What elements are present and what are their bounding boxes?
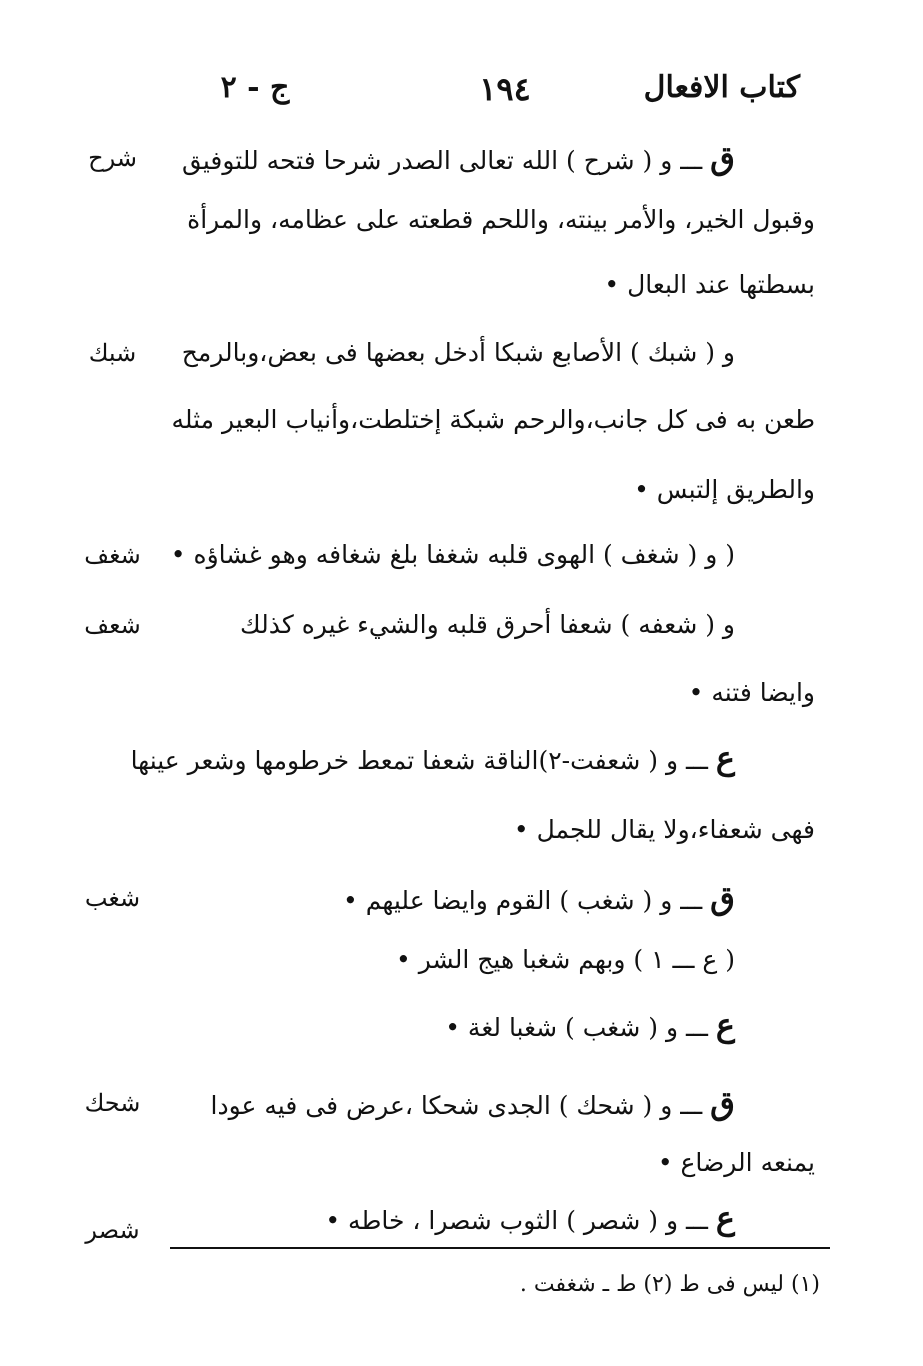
source-mark: ق	[710, 879, 735, 917]
text-line	[175, 878, 735, 918]
source-mark: ع	[715, 739, 735, 777]
line-text: ـــ و ( شحك ) الجدى شحكا ،عرض فى فيه عودا	[210, 1091, 711, 1120]
line-text: ـــ و ( شعفت-٢)الناقة شعفا تمعط خرطومها وشعر عينها	[130, 746, 716, 775]
line-text: ـــ و ( شرح ) الله تعالى الصدر شرحا فتحه للتوفيق	[182, 146, 711, 175]
text-line: والطريق إلتبس •	[634, 475, 815, 504]
text-line	[175, 1005, 735, 1045]
source-mark: ق	[710, 139, 735, 177]
footnote-divider	[170, 1247, 830, 1249]
line-text: ـــ و ( شغب ) شغبا لغة •	[445, 1013, 716, 1042]
margin-headword: شغف	[84, 541, 141, 569]
text-line	[130, 738, 735, 778]
source-mark: ق	[710, 1084, 735, 1122]
margin-headword: شحك	[84, 1089, 141, 1117]
text-line: بسطتها عند البعال •	[604, 270, 815, 299]
text-line: ( و ( شغف ) الهوى قلبه شغفا بلغ شغافه وهو غشاؤه •	[170, 540, 735, 569]
text-line: فهى شعفاء،ولا يقال للجمل •	[513, 815, 815, 844]
text-line	[175, 1198, 735, 1238]
margin-headword: شرح	[88, 144, 137, 172]
source-mark: ع	[715, 1199, 735, 1237]
book-title: كتاب الافعال	[643, 70, 800, 105]
volume-label: ج - ٢	[220, 70, 290, 105]
text-line: وايضا فتنه •	[688, 678, 815, 707]
text-line	[175, 138, 735, 178]
margin-headword: شعف	[84, 611, 141, 639]
margin-headword: شغب	[84, 884, 141, 912]
text-line: وقبول الخير، والأمر بينته، واللحم قطعته على عظامه، والمرأة	[187, 205, 815, 234]
margin-headword: شصر	[85, 1216, 140, 1244]
line-text: ـــ و ( شغب ) القوم وايضا عليهم •	[343, 886, 711, 915]
text-line: و ( شعفه ) شعفا أحرق قلبه والشيء غيره كذلك	[240, 610, 735, 639]
text-line: ( ع ـــ ١ ) وبهم شغبا هيج الشر •	[396, 945, 735, 974]
text-line: طعن به فى كل جانب،والرحم شبكة إختلطت،وأنياب البعير مثله	[171, 405, 815, 434]
footnote: (١) ليس فى ط (٢) ط ـ شغفت .	[519, 1272, 820, 1297]
text-line	[175, 1083, 735, 1123]
source-mark: ع	[715, 1006, 735, 1044]
margin-headword: شبك	[88, 339, 137, 367]
page-number: ١٩٤	[479, 70, 531, 108]
text-line: و ( شبك ) الأصابع شبكا أدخل بعضها فى بعض،وبالرمح	[181, 338, 735, 367]
line-text: ـــ و ( شصر ) الثوب شصرا ، خاطه •	[325, 1206, 716, 1235]
text-line: يمنعه الرضاع •	[657, 1148, 815, 1177]
